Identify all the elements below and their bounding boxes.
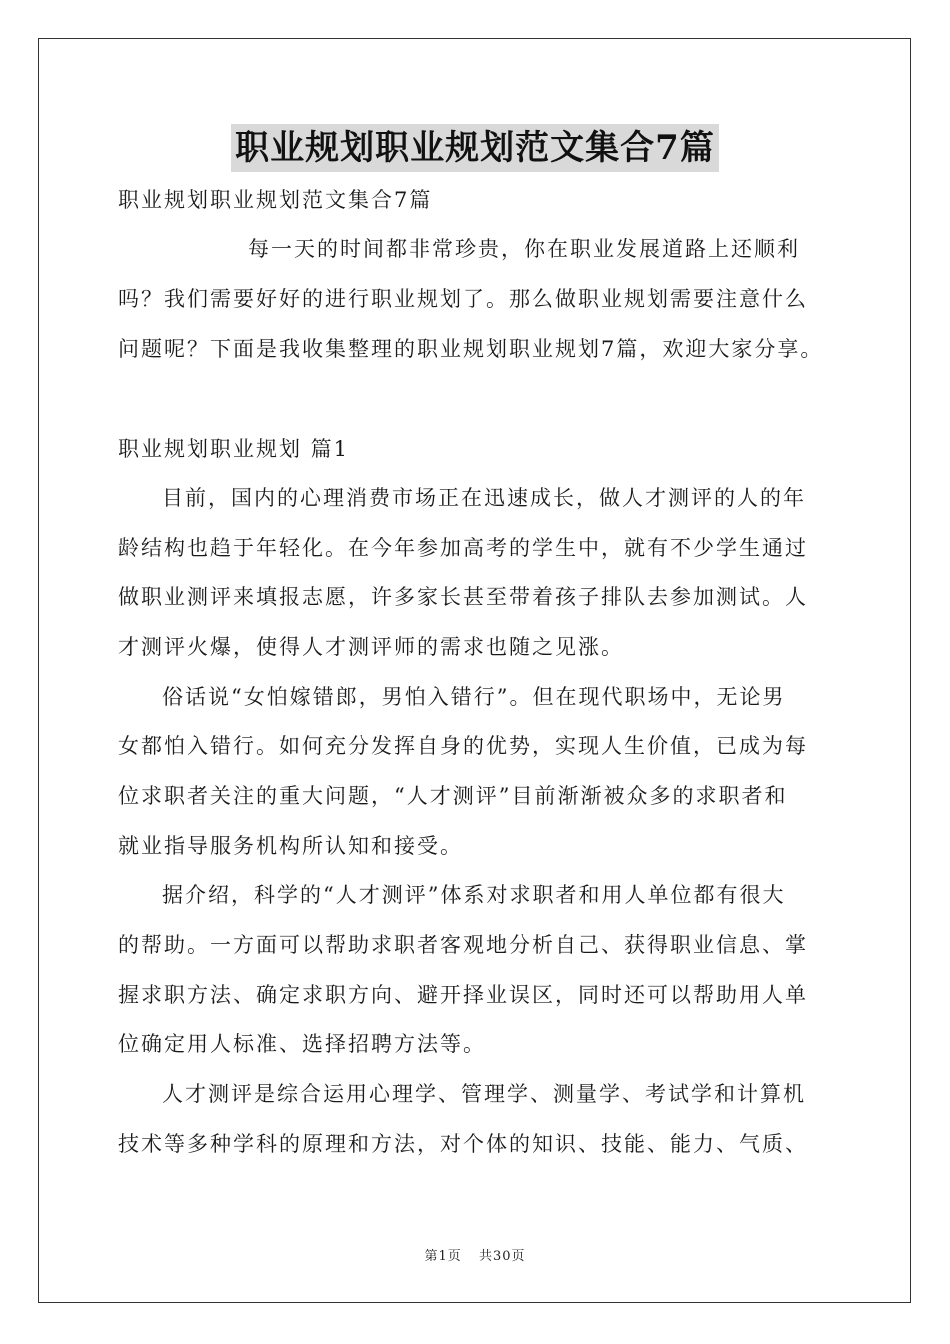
- total-pages: 共30页: [478, 1249, 526, 1264]
- para1-line-4: 才测评火爆，使得人才测评师的需求也随之见涨。: [118, 635, 624, 659]
- para2-line-4: 就业指导服务机构所认知和接受。: [118, 834, 463, 858]
- intro-line-3: 问题呢？下面是我收集整理的职业规划职业规划7篇，欢迎大家分享。: [118, 337, 824, 361]
- para4-line-2: 技术等多种学科的原理和方法，对个体的知识、技能、能力、气质、: [118, 1132, 808, 1156]
- document-title: 职业规划职业规划范文集合7篇: [231, 124, 719, 172]
- title-container: [0, 124, 950, 172]
- para3-line-1: 据介绍，科学的“人才测评”体系对求职者和用人单位都有很大: [162, 883, 786, 907]
- intro-line-1: 每一天的时间都非常珍贵，你在职业发展道路上还顺利: [248, 237, 800, 261]
- para1-line-1: 目前，国内的心理消费市场正在迅速成长，做人才测评的人的年: [162, 486, 806, 510]
- para2-line-3: 位求职者关注的重大问题，“人才测评”目前渐渐被众多的求职者和: [118, 784, 788, 808]
- intro-line-2: 吗？我们需要好好的进行职业规划了。那么做职业规划需要注意什么: [118, 287, 808, 311]
- para2-line-1: 俗话说“女怕嫁错郎，男怕入错行”。但在现代职场中，无论男: [162, 685, 786, 709]
- page-footer: [0, 1248, 950, 1266]
- para1-line-3: 做职业测评来填报志愿，许多家长甚至带着孩子排队去参加测试。人: [118, 585, 808, 609]
- para3-line-4: 位确定用人标准、选择招聘方法等。: [118, 1032, 486, 1056]
- document-subtitle: 职业规划职业规划范文集合7篇: [118, 188, 433, 212]
- section-heading: 职业规划职业规划 篇1: [118, 437, 350, 461]
- page-border: [38, 38, 911, 1303]
- para2-line-2: 女都怕入错行。如何充分发挥自身的优势，实现人生价值，已成为每: [118, 734, 808, 758]
- page-number: 第1页: [424, 1249, 462, 1264]
- para3-line-2: 的帮助。一方面可以帮助求职者客观地分析自己、获得职业信息、掌: [118, 933, 808, 957]
- para1-line-2: 龄结构也趋于年轻化。在今年参加高考的学生中，就有不少学生通过: [118, 536, 808, 560]
- para4-line-1: 人才测评是综合运用心理学、管理学、测量学、考试学和计算机: [162, 1082, 806, 1106]
- para3-line-3: 握求职方法、确定求职方向、避开择业误区，同时还可以帮助用人单: [118, 983, 808, 1007]
